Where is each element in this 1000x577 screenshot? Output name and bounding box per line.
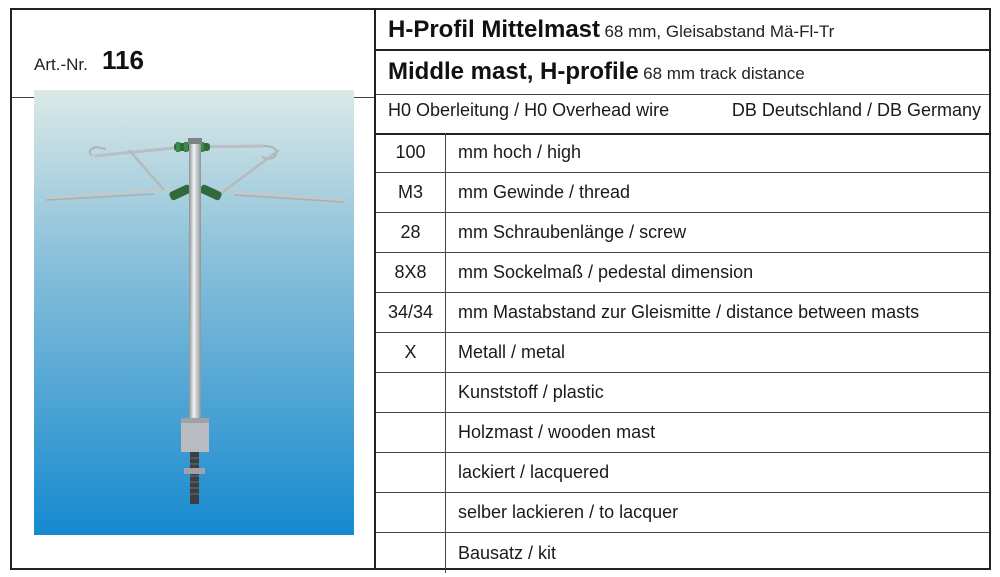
spec-row (376, 453, 989, 493)
title-english (388, 58, 805, 86)
spec-row (376, 293, 989, 333)
spec-label: mm hoch / high (458, 142, 582, 162)
divider (376, 94, 989, 95)
spec-row (376, 493, 989, 533)
category-right: DB Deutschland / DB Germany (731, 100, 981, 120)
article-number-box (12, 10, 374, 98)
spec-label: Kunststoff / plastic (458, 382, 604, 402)
title-english-suffix: 68 mm track distance (643, 64, 805, 83)
left-panel (12, 10, 376, 568)
category-left: H0 Oberleitung / H0 Overhead wire (388, 100, 670, 120)
divider (376, 49, 989, 51)
spec-value: 100 (376, 133, 446, 172)
spec-value (376, 453, 446, 492)
spec-label: mm Gewinde / thread (458, 182, 631, 202)
overhead-mast-photo-icon (34, 90, 354, 535)
spec-label: mm Sockelmaß / pedestal dimension (458, 262, 754, 282)
spec-label: lackiert / lacquered (458, 462, 610, 482)
spec-value (376, 493, 446, 532)
spec-row (376, 413, 989, 453)
spec-row (376, 373, 989, 413)
article-number: 116 (102, 45, 144, 75)
spec-label: mm Mastabstand zur Gleismitte / distance between masts (458, 302, 920, 322)
spec-value (376, 533, 446, 573)
spec-row (376, 333, 989, 373)
title-german-main: H-Profil Mittelmast (388, 16, 601, 43)
title-english-main: Middle mast, H-profile (388, 58, 639, 85)
spec-row (376, 173, 989, 213)
product-photo (34, 90, 354, 535)
spec-row (376, 253, 989, 293)
category-line (388, 100, 981, 121)
spec-row (376, 533, 989, 573)
title-german (388, 16, 834, 44)
spec-value: X (376, 333, 446, 372)
spec-label: Metall / metal (458, 342, 566, 362)
spec-label: Bausatz / kit (458, 542, 557, 563)
spec-label: selber lackieren / to lacquer (458, 502, 679, 522)
right-panel (376, 10, 989, 568)
title-german-suffix: 68 mm, Gleisabstand Mä-Fl-Tr (604, 22, 835, 41)
spec-table (376, 133, 989, 573)
spec-value (376, 413, 446, 452)
spec-label: mm Schraubenlänge / screw (458, 222, 687, 242)
spec-row (376, 213, 989, 253)
spec-label: Holzmast / wooden mast (458, 422, 656, 442)
spec-value: 8X8 (376, 253, 446, 292)
spec-value: M3 (376, 173, 446, 212)
spec-value: 34/34 (376, 293, 446, 332)
spec-row (376, 133, 989, 173)
product-sheet (10, 8, 991, 570)
article-label: Art.-Nr. (34, 55, 88, 74)
spec-value (376, 373, 446, 412)
spec-value: 28 (376, 213, 446, 252)
